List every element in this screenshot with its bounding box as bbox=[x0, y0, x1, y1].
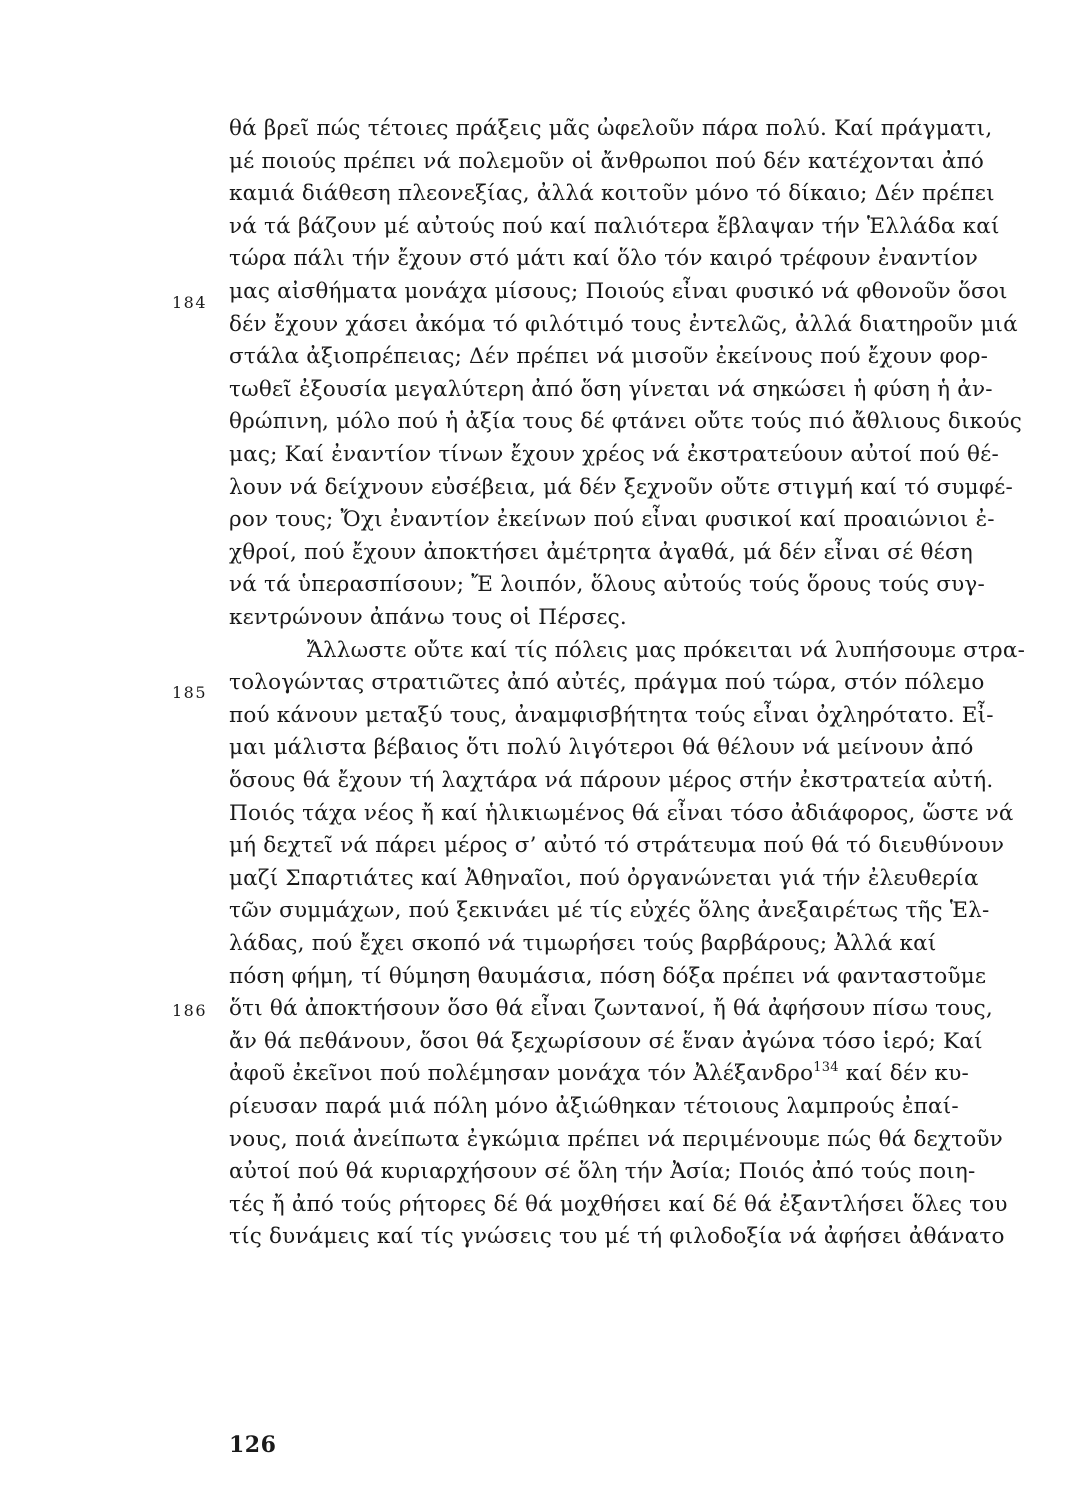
text-span: ἀφοῦ ἐκεῖνοι πού πολέμησαν μονάχα τόν Ἀλέξανδρο bbox=[229, 1061, 814, 1087]
text-line: μαι μάλιστα βέβαιος ὅτι πολύ λιγότεροι θά θέλουν νά μείνουν ἀπό bbox=[229, 735, 974, 761]
text-line: μας; Καί ἐναντίον τίνων ἔχουν χρέος νά ἐκστρατεύουν αὐτοί πού θέ- bbox=[229, 442, 999, 467]
text-line: ἄν θά πεθάνουν, ὅσοι θά ξεχωρίσουν σέ ἕναν ἀγώνα τόσο ἱερό; Καί bbox=[229, 1028, 983, 1054]
text-line: ὅσους θά ἔχουν τή λαχτάρα νά πάρουν μέρος στήν ἐκστρατεία αὐτή. bbox=[229, 768, 994, 793]
text-line: νά τά ὑπερασπίσουν; Ἔ λοιπόν, ὅλους αὐτούς τούς ὅρους τούς συγ- bbox=[229, 572, 985, 598]
text-line: δέν ἔχουν χάσει ἀκόμα τό φιλότιμό τους ἐντελῶς, ἀλλά διατηροῦν μιά bbox=[229, 311, 1018, 337]
text-line: λουν νά δείχνουν εὐσέβεια, μά δέν ξεχνοῦν οὔτε στιγμή καί τό συμφέ- bbox=[229, 474, 1013, 500]
text-line: τολογώντας στρατιῶτες ἀπό αὐτές, πράγμα πού τώρα, στόν πόλεμο bbox=[229, 670, 985, 696]
footnote-reference[interactable]: 134 bbox=[813, 1060, 839, 1076]
text-span: καί δέν κυ- bbox=[838, 1061, 969, 1087]
text-line: θά βρεῖ πώς τέτοιες πράξεις μᾶς ὠφελοῦν πάρα πολύ. Καί πράγματι, bbox=[229, 116, 993, 141]
text-line: χθροί, πού ἔχουν ἀποκτήσει ἀμέτρητα ἀγαθά, μά δέν εἶναι σέ θέση bbox=[229, 539, 973, 565]
text-line: μαζί Σπαρτιάτες καί Ἀθηναῖοι, πού ὀργανώνεται γιά τήν ἐλευθερία bbox=[229, 865, 979, 891]
text-line: τῶν συμμάχων, πού ξεκινάει μέ τίς εὐχές ὅλης ἀνεξαιρέτως τῆς Ἑλ- bbox=[229, 898, 990, 924]
text-line: ρίευσαν παρά μιά πόλη μόνο ἀξιώθηκαν τέτοιους λαμπρούς ἐπαί- bbox=[229, 1094, 959, 1119]
section-number-184: 184 bbox=[172, 293, 208, 312]
text-line-with-footnote bbox=[229, 1057, 969, 1091]
text-line: μας αἰσθήματα μονάχα μίσους; Ποιούς εἶναι φυσικό νά φθονοῦν ὅσοι bbox=[229, 279, 1008, 304]
text-line: πού κάνουν μεταξύ τους, ἀναμφισβήτητα τούς εἶναι ὀχληρότατο. Εἶ- bbox=[229, 702, 994, 728]
text-line: στάλα ἀξιοπρέπειας; Δέν πρέπει νά μισοῦν ἐκείνους πού ἔχουν φορ- bbox=[229, 344, 989, 370]
text-line: μέ ποιούς πρέπει νά πολεμοῦν οἱ ἄνθρωποι πού δέν κατέχονται ἀπό bbox=[229, 148, 985, 174]
text-line: καμιά διάθεση πλεονεξίας, ἀλλά κοιτοῦν μόνο τό δίκαιο; Δέν πρέπει bbox=[229, 181, 995, 207]
text-line: κεντρώνουν ἀπάνω τους οἱ Πέρσες. bbox=[229, 605, 627, 630]
text-line: πόση φήμη, τί θύμηση θαυμάσια, πόση δόξα πρέπει νά φανταστοῦμε bbox=[229, 963, 987, 989]
text-line: τές ἤ ἀπό τούς ρήτορες δέ θά μοχθήσει καί δέ θά ἐξαντλήσει ὅλες του bbox=[229, 1191, 1008, 1217]
text-line: νά τά βάζουν μέ αὐτούς πού καί παλιότερα ἔβλαψαν τήν Ἑλλάδα καί bbox=[229, 213, 1000, 239]
text-line: μή δεχτεῖ νά πάρει μέρος σ’ αὐτό τό στράτευμα πού θά τό διευθύνουν bbox=[229, 833, 1005, 859]
text-line: Ποιός τάχα νέος ἤ καί ἡλικιωμένος θά εἶναι τόσο ἀδιάφορος, ὥστε νά bbox=[229, 800, 1014, 826]
text-line: τίς δυνάμεις καί τίς γνώσεις του μέ τή φιλοδοξία νά ἀφήσει ἀθάνατο bbox=[229, 1224, 1005, 1250]
section-number-185: 185 bbox=[172, 683, 208, 702]
text-line: θρώπινη, μόλο πού ἡ ἀξία τους δέ φτάνει οὔτε τούς πιό ἄθλιους δικούς bbox=[229, 409, 1022, 435]
text-line: λάδας, πού ἔχει σκοπό νά τιμωρήσει τούς βαρβάρους; Ἀλλά καί bbox=[229, 931, 937, 956]
text-line: Ἄλλωστε οὔτε καί τίς πόλεις μας πρόκειται νά λυπήσουμε στρα- bbox=[307, 637, 1026, 663]
section-number-186: 186 bbox=[172, 1001, 208, 1020]
text-line: νους, ποιά ἀνείπωτα ἐγκώμια πρέπει νά περιμένουμε πώς θά δεχτοῦν bbox=[229, 1126, 1003, 1152]
text-line: τώρα πάλι τήν ἔχουν στό μάτι καί ὅλο τόν καιρό τρέφουν ἐναντίον bbox=[229, 246, 979, 272]
page-number: 126 bbox=[229, 1432, 277, 1458]
text-line: ὅτι θά ἀποκτήσουν ὅσο θά εἶναι ζωντανοί, ἤ θά ἀφήσουν πίσω τους, bbox=[229, 996, 993, 1022]
text-line: αὐτοί πού θά κυριαρχήσουν σέ ὅλη τήν Ἀσία; Ποιός ἀπό τούς ποιη- bbox=[229, 1159, 976, 1185]
text-line: ρον τους; Ὄχι ἐναντίον ἐκείνων πού εἶναι φυσικοί καί προαιώνιοι ἐ- bbox=[229, 507, 995, 533]
text-line: τωθεῖ ἐξουσία μεγαλύτερη ἀπό ὅση γίνεται νά σηκώσει ἡ φύση ἡ ἀν- bbox=[229, 376, 993, 402]
